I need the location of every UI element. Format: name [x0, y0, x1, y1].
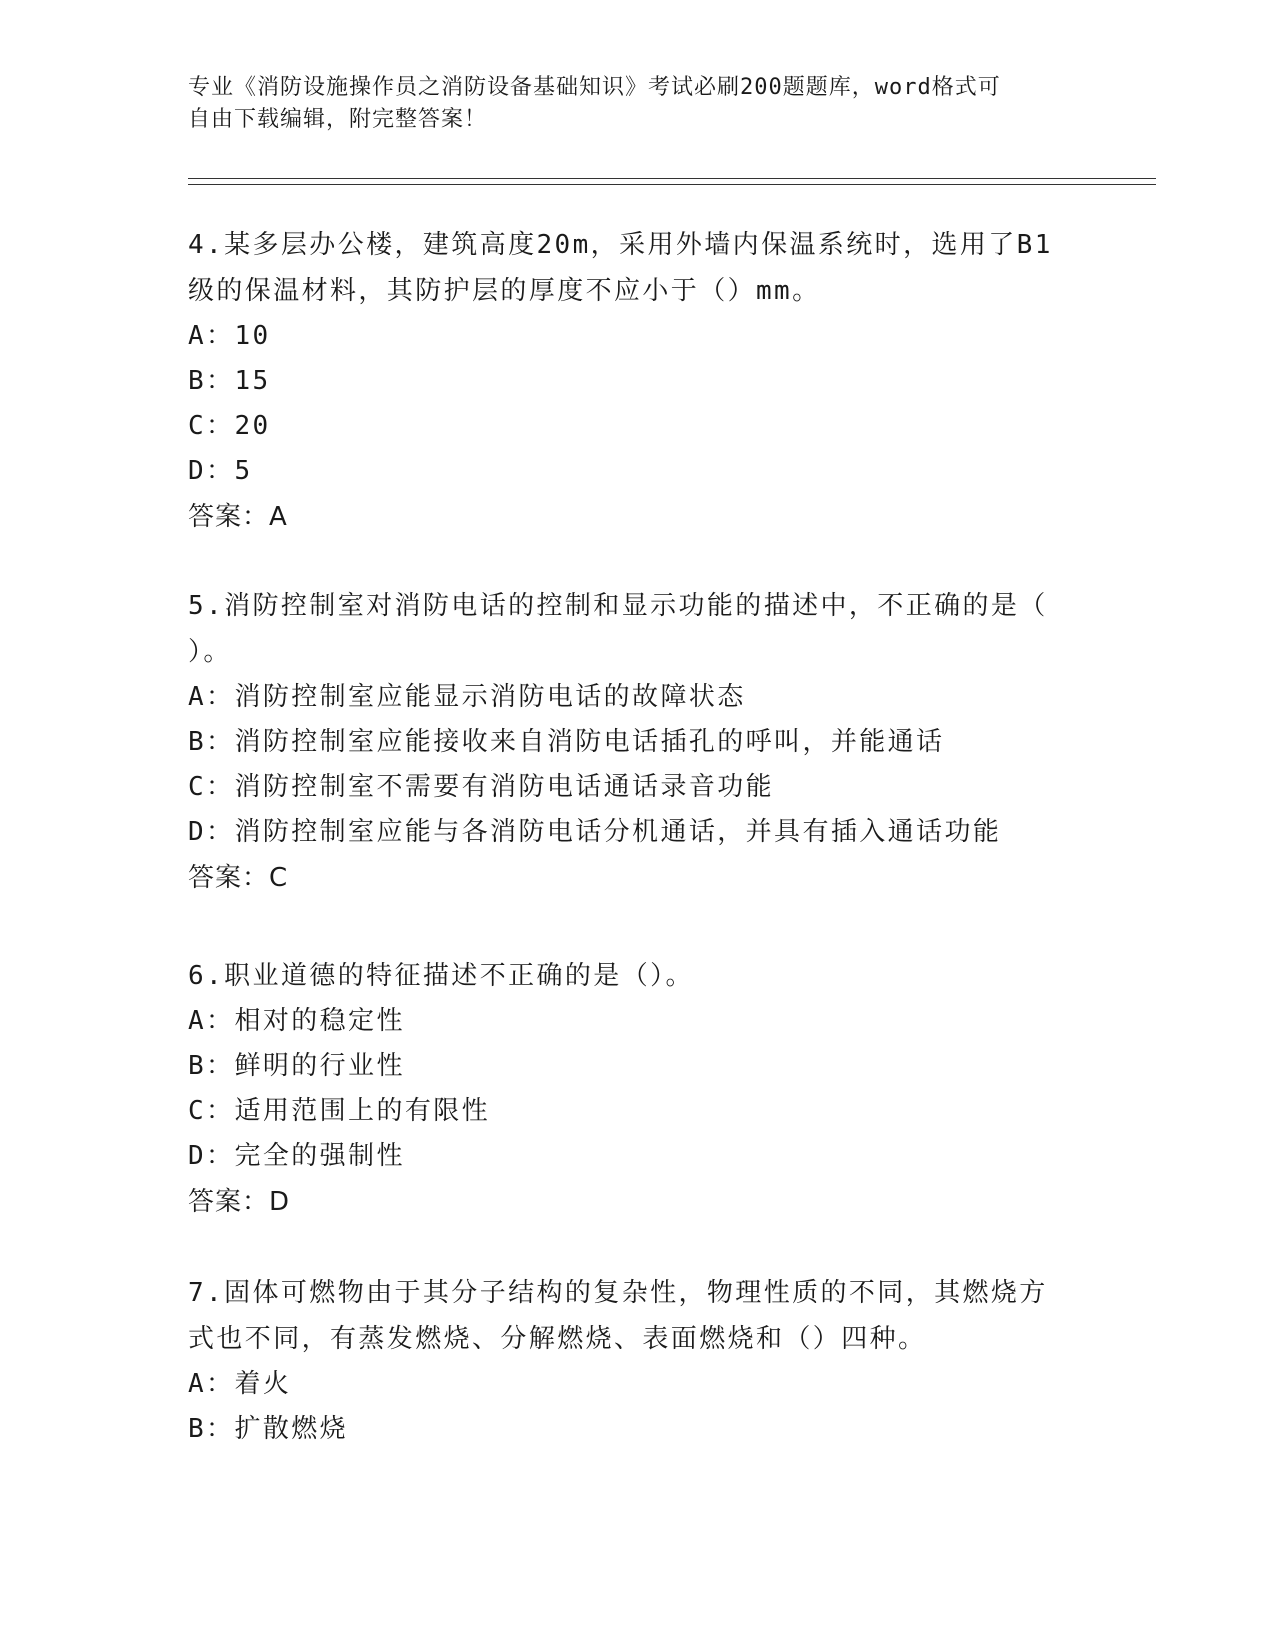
question-stem: 6.职业道德的特征描述不正确的是（）。 [188, 961, 694, 991]
option-c: C：消防控制室不需要有消防电话通话录音功能 [188, 772, 775, 802]
option-d: D：消防控制室应能与各消防电话分机通话，并具有插入通话功能 [188, 817, 1002, 847]
option-c: C：适用范围上的有限性 [188, 1096, 491, 1126]
question-4 [188, 222, 1068, 540]
option-d: D：完全的强制性 [188, 1141, 405, 1171]
option-b: B：扩散燃烧 [188, 1414, 349, 1444]
answer: 答案：A [188, 502, 288, 532]
option-a: A：消防控制室应能显示消防电话的故障状态 [188, 682, 746, 712]
question-7 [188, 1270, 1068, 1452]
question-stem: 级的保温材料，其防护层的厚度不应小于（）mm。 [188, 276, 821, 306]
option-b: B：鲜明的行业性 [188, 1051, 405, 1081]
question-stem: ）。 [188, 637, 232, 667]
answer: 答案：C [188, 863, 289, 893]
header-line: 自由下载编辑，附完整答案！ [188, 107, 488, 132]
option-d: D：5 [188, 456, 253, 486]
question-stem: 7.固体可燃物由于其分子结构的复杂性，物理性质的不同，其燃烧方 [188, 1278, 1048, 1308]
option-a: A：相对的稳定性 [188, 1006, 405, 1036]
question-stem: 5.消防控制室对消防电话的控制和显示功能的描述中，不正确的是（ [188, 591, 1048, 621]
header-divider [188, 178, 1156, 185]
option-c: C：20 [188, 411, 271, 441]
document-header [188, 72, 1068, 136]
question-stem: 4.某多层办公楼，建筑高度20m，采用外墙内保温系统时，选用了B1 [188, 230, 1053, 260]
option-b: B：消防控制室应能接收来自消防电话插孔的呼叫，并能通话 [188, 727, 945, 757]
question-stem: 式也不同，有蒸发燃烧、分解燃烧、表面燃烧和（）四种。 [188, 1324, 927, 1354]
question-5 [188, 583, 1068, 901]
option-a: A：10 [188, 321, 271, 351]
option-b: B：15 [188, 366, 271, 396]
header-line: 专业《消防设施操作员之消防设备基础知识》考试必刷200题题库，word格式可 [188, 75, 1001, 100]
option-a: A：着火 [188, 1369, 292, 1399]
answer: 答案：D [188, 1187, 291, 1217]
question-6 [188, 953, 1068, 1225]
